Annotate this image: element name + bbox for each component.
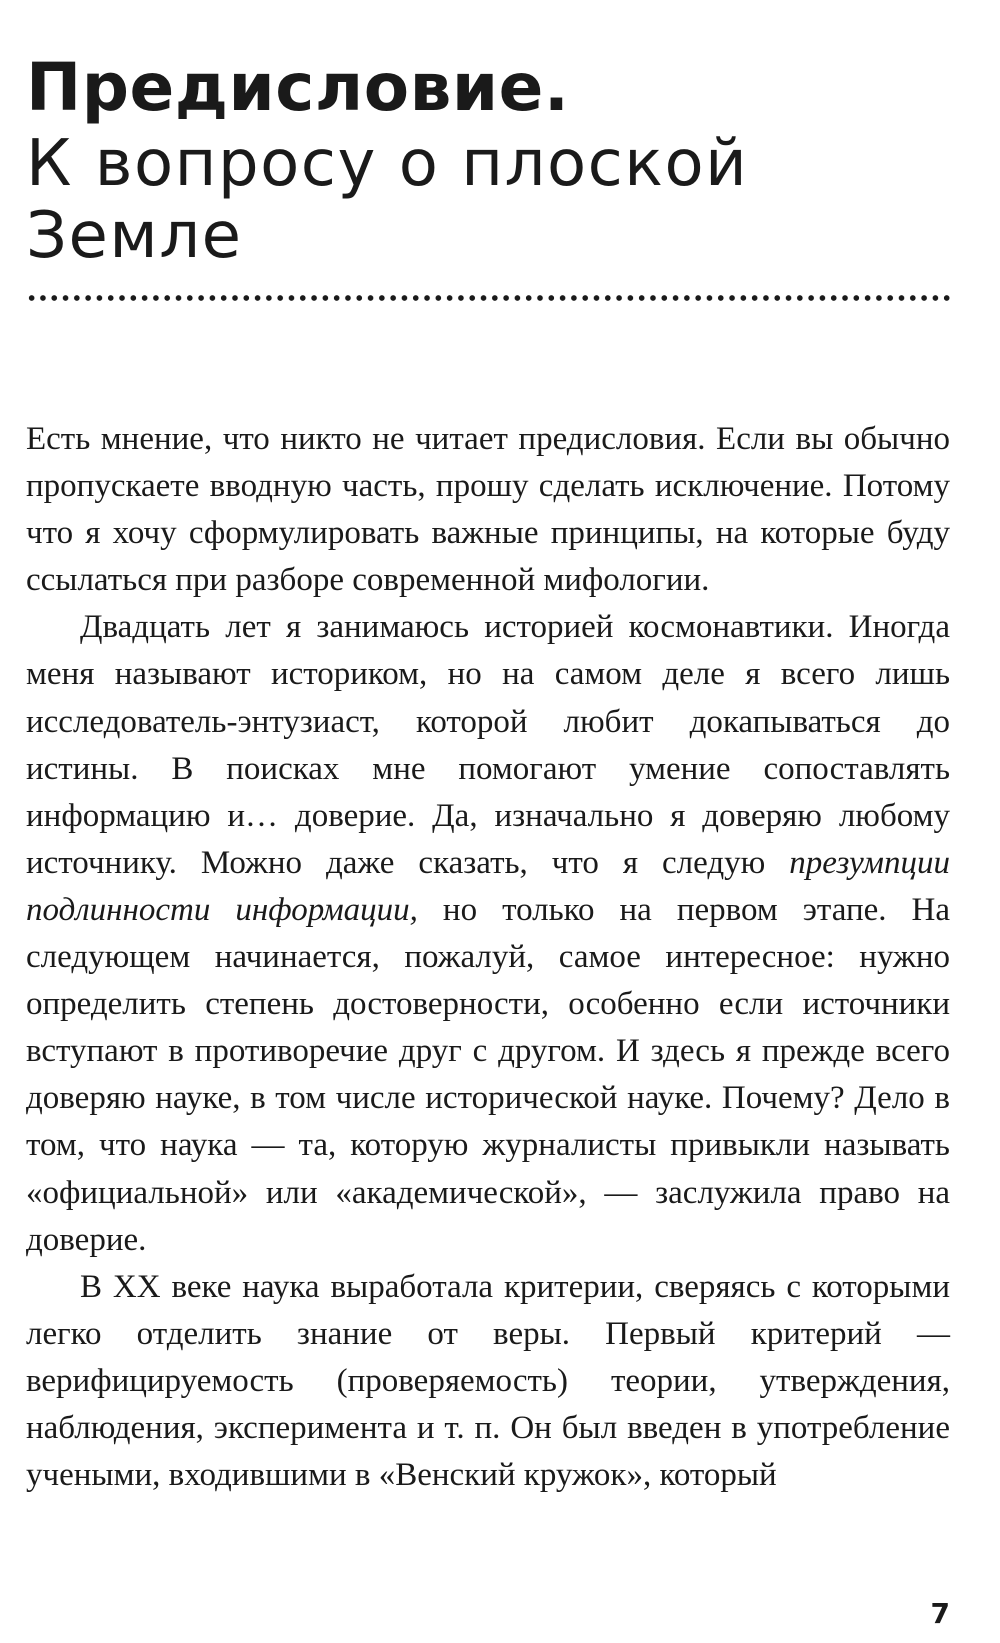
- paragraph-1: Есть мнение, что никто не читает предисловия. Если вы обычно пропускаете вводную часть, прошу сделать исключение. Потому что я хочу сформулировать важные принципы, на которые буду ссылаться при разборе современной мифологии.: [26, 421, 950, 599]
- body-text: [26, 416, 950, 1499]
- italic-phrase: презумпции подлинности информации,: [26, 844, 950, 928]
- page-number: 7: [930, 1597, 950, 1630]
- paragraph-3: В XX веке наука выработала критерии, сверяясь с которыми легко отделить знание от веры. Первый критерий — верифицируемость (проверяемость) теории, утверждения, наблюдения, эксперимента и т. п. Он был введен в употребление учеными, входившими в «Венский кружок», который: [26, 1268, 950, 1494]
- paragraph-2: [26, 604, 950, 1263]
- paragraph-2-part-2: но только на первом этапе. На следующем начинается, пожалуй, самое интересное: нужно определить степень достоверности, особенно если источники вступают в противоречие друг с другом. И здесь я прежде всего доверяю науке, в том числе исторической науке. Почему? Дело в том, что наука — та, которую журналисты привыкли называть «официальной» или «академической», — заслужила право на доверие.: [26, 891, 950, 1258]
- chapter-subtitle-line-2: Земле: [26, 199, 243, 273]
- chapter-subtitle-line-1: К вопросу о плоской: [26, 127, 749, 201]
- chapter-heading: [26, 48, 966, 272]
- paragraph-2-part-1: Двадцать лет я занимаюсь историей космонавтики. Иногда меня называют историком, но на самом деле я всего лишь исследователь-энтузиаст, которой любит докапываться до истины. В поисках мне помогают умение сопоставлять информацию и… доверие. Да, изначально я доверяю любому источнику. Можно даже сказать, что я следую: [26, 609, 950, 881]
- chapter-title: Предисловие.: [26, 49, 570, 126]
- dotted-divider: [26, 294, 952, 302]
